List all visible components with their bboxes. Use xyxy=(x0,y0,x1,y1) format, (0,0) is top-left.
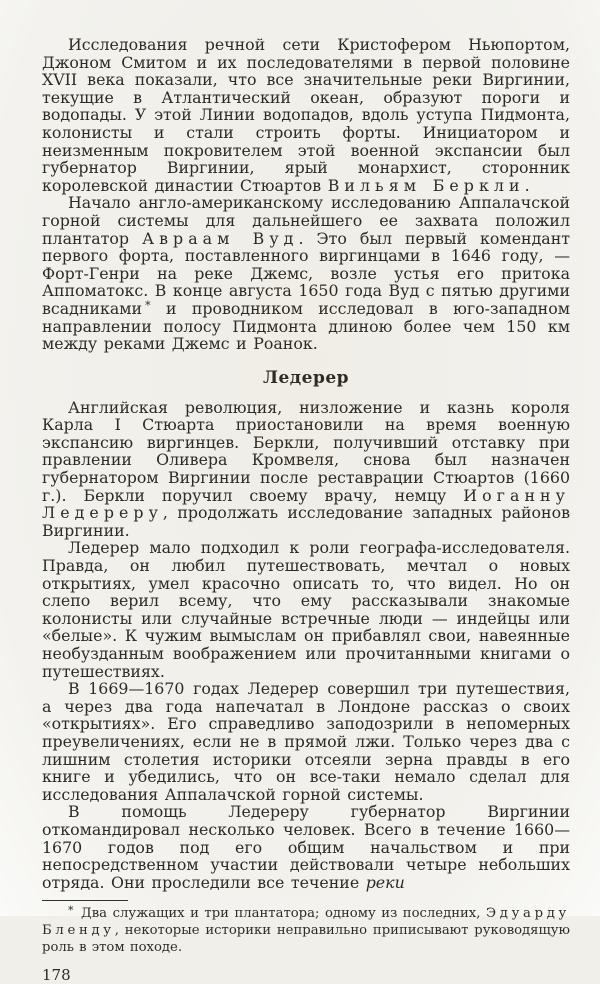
paragraph-three-journeys: В 1669—1670 годах Ледерер совершил три путешествия, а через два года напечатал в Лондоне рассказ о своих «открытиях». Его справедливо заподозрили в непомерных преувеличениях, если не в прямой лжи. Только через два с лишним столетия историки отсеяли зерна правды в его книге и убедились, что он все-таки немало сделал для исследования Аппалачской горной системы. xyxy=(42,679,570,804)
person-name-abraham-wood: Авраам Вуд xyxy=(142,228,299,248)
paragraph-text: В помощь Ледереру губернатор Виргинии откомандировал несколько человек. Всего в течение 1660—1670 годов под его общим начальством и при непосредственном участии действовали четыре небольших отряда. Они проследили все течение xyxy=(42,802,570,892)
footnote-asterisk-reference: * xyxy=(145,298,151,312)
paragraph-text: Начало англо-американскому исследованию Аппалачской горной системы для дальнейшего ее захвата положил плантатор xyxy=(42,193,570,248)
paragraph-text: , продолжать исследование западных районов Виргинии. xyxy=(42,503,570,540)
page-body xyxy=(42,36,570,891)
paragraph-text: . xyxy=(524,175,530,195)
paragraph-river-explorations xyxy=(42,36,570,194)
person-name-edward-bland: Эдуарду Бленду xyxy=(42,906,570,939)
section-heading-lederer: Ледерер xyxy=(262,367,350,388)
paragraph-governor-assistance xyxy=(42,803,570,891)
person-name-johann-lederer: Иоганну Ледереру xyxy=(42,485,570,523)
footnote xyxy=(42,906,570,956)
footnote-separator-rule xyxy=(42,900,128,901)
footnote-text: Два служащих и три плантатора; одному из последних, xyxy=(75,906,486,922)
person-name-william-berkeley: Вильям Беркли xyxy=(327,175,525,195)
paragraph-text: и проводником исследовал в юго-западном направлении полосу Пидмонта длиною более чем 150 км между реками Джемс и Роанок. xyxy=(42,298,570,354)
paragraph-abraham-wood xyxy=(42,194,570,352)
paragraph-text: Исследования речной сети Кристофером Ньюпортом, Джоном Смитом и их последователями в первой половине XVII века показали, что все значительные реки Виргинии, текущие в Атлантический океан, образуют пороги и водопады. У этой Линии водопадов, вдоль уступа Пидмонта, колонисты и стали строить форты. Инициатором и неизменным покровителем этой военной экспансии был губернатор Виргинии, ярый монархист, сторонник королевской династии Стюартов xyxy=(42,35,570,195)
paragraph-text: Английская революция, низложение и казнь короля Карла I Стюарта приостановили на время военную экспансию виргинцев. Беркли, получивший отставку при правлении Оливера Кромвеля, снова был назначен губернатором Виргинии после реставрации Стюартов (1660 г.). Беркли поручил своему врачу, немцу xyxy=(42,397,570,505)
paragraph-text: . Это был первый комендант первого форта, поставленного виргинцами в 1646 году, — Форт-Генри на реке Джемс, возле устья его притока Аппоматокс. В конце августа 1650 года Вуд с пятью другими всадниками xyxy=(42,228,570,318)
footnote-text: , некоторые историки неправильно приписывают руководящую роль в этом походе. xyxy=(42,923,570,955)
page-number: 178 xyxy=(42,965,71,984)
paragraph-lederer-character: Ледерер мало подходил к роли географа-исследователя. Правда, он любил путешествовать, мечтал о новых открытиях, умел красочно описать то, что видел. Но он слепо верил всему, что ему рассказывали знакомые колонисты или случайные встречные люди — индейцы или «белые». К чужим вымыслам он прибавлял свои, навеянные необузданным воображением или прочитанными книгами о путешествиях. xyxy=(42,538,570,681)
paragraph-english-revolution xyxy=(42,399,570,540)
footnote-asterisk-marker: * xyxy=(68,904,74,918)
italic-word-river: реки xyxy=(365,872,405,892)
